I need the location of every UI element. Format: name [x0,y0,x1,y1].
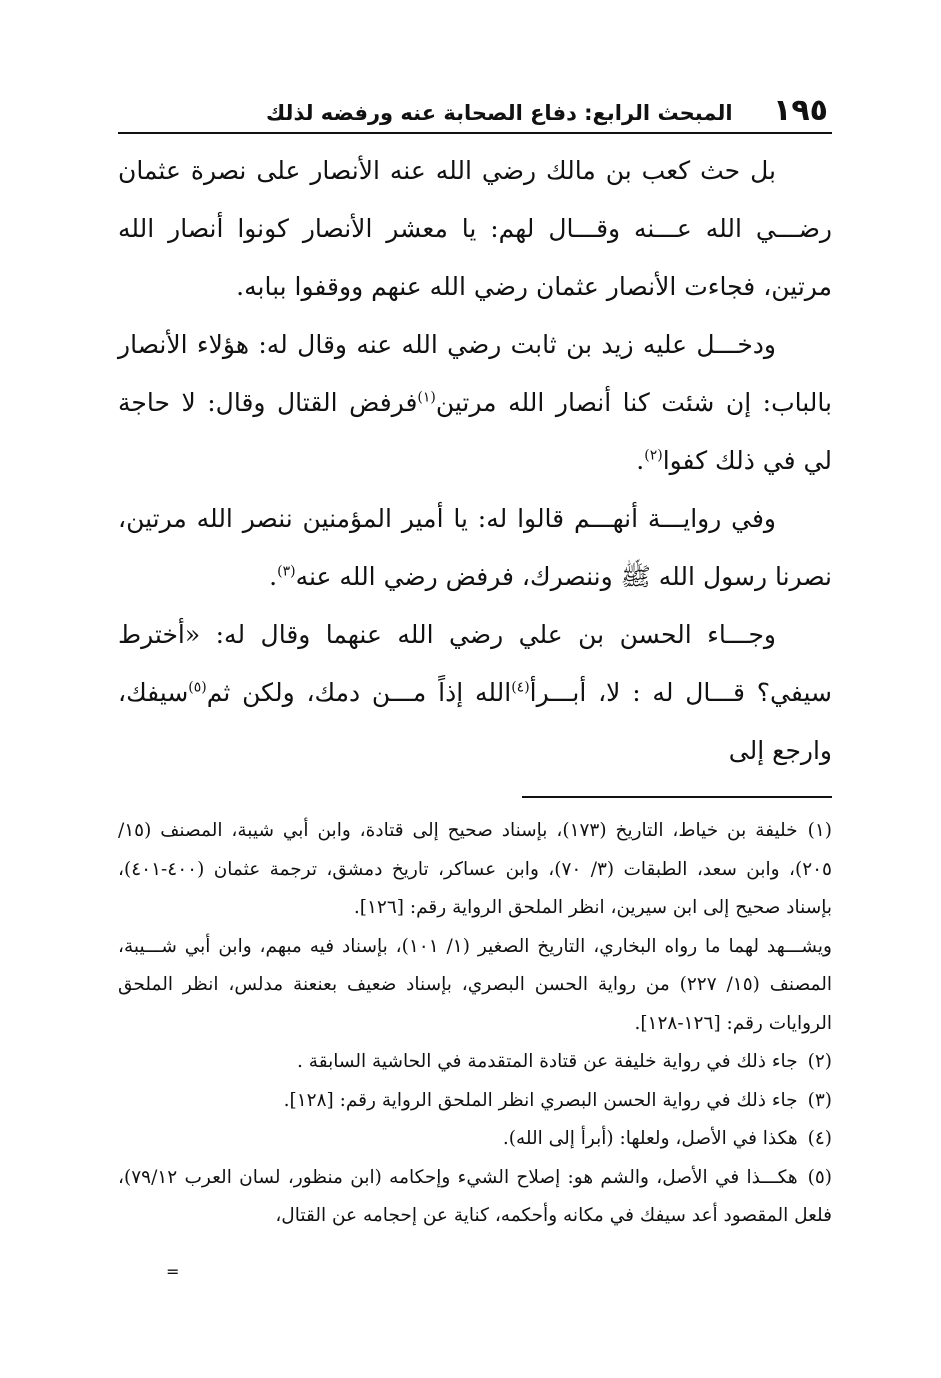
footnote-text: جاء ذلك في رواية الحسن البصري انظر الملحق الرواية رقم: [١٢٨]. [283,1089,798,1111]
footnote-5 [118,1159,832,1236]
footnote-text: هكـــذا في الأصل، والشم هو: إصلاح الشيء وإحكامه (ابن منظور، لسان العرب ٧٩/١٢)، فلعل المقصود أعد سيفك في مكانه وأحكمه، كناية عن إحجامه عن القتال، [118,1166,832,1226]
footnote-text: هكذا في الأصل، ولعلها: (أبرأ إلى الله). [502,1128,798,1149]
footnote-text: جاء ذلك في رواية خليفة عن قتادة المتقدمة في الحاشية السابقة . [297,1051,798,1072]
book-page [118,88,832,1236]
paragraph-text: ودخـــل عليه زيد بن ثابت رضي الله عنه وقال له: هؤلاء الأنصار بالباب: إن شئت كنا أنصار الله مرتين [118,330,832,417]
footnotes [118,812,832,1236]
footnote-number: (١) [807,820,832,841]
paragraph-text: وفي روايـــة أنهـــم قالوا له: يا أمير المؤمنين ننصر الله مرتين، نصرنا رسول الله ﷺ وننصرك، فرفض رضي الله عنه [118,504,832,591]
paragraph-text: الله إذاً مـــن دمك، ولكن ثم [206,678,512,707]
footnote-ref-5[interactable]: (٥) [188,679,207,696]
footnote-number: (٥) [807,1166,832,1188]
footnote-ref-3[interactable]: (٣) [277,563,296,580]
paragraph-text: وجـــاء الحسن بن علي رضي الله عنهما وقال له: «أخترط سيفي؟ قـــال له : لا، أبـــرأ [118,620,832,707]
footnote-ref-2[interactable]: (٢) [644,447,663,464]
paragraph-text: بل حث كعب بن مالك رضي الله عنه الأنصار على نصرة عثمان رضـــي الله عـــنه وقـــال لهم: يا معشر الأنصار كونوا أنصار الله مرتين، فجاءت الأنصار عثمان رضي الله عنهم ووقفوا ببابه. [118,156,832,301]
footnote-number: (٢) [807,1051,832,1072]
footnote-separator [522,796,832,798]
footnote-1 [118,812,832,928]
footnote-ref-1[interactable]: (١) [417,389,436,406]
paragraph [118,490,832,606]
paragraph-text: سيفك، وارجع إلى [118,678,832,765]
page-number: ١٩٥ [773,93,828,128]
paragraph-text: فرفض القتال وقال: لا حاجة لي في ذلك كفوا [118,388,832,475]
footnote-number: (٤) [807,1128,832,1149]
paragraph-text: . [269,562,278,591]
paragraph-text: . [636,446,645,475]
continuation-mark: = [166,1262,180,1281]
page-header [118,88,832,134]
footnote-text: خليفة بن خياط، التاريخ (١٧٣)، بإسناد صحيح إلى قتادة، وابن أبي شيبة، المصنف (١٥/ ٢٠٥)، وابن سعد، الطبقات (٣/ ٧٠)، وابن عساكر، تاريخ دمشق، ترجمة عثمان (٤٠٠-٤٠١)، بإسناد صحيح إلى ابن سيرين، انظر الملحق الرواية رقم: [١٢٦]. [118,820,832,918]
footnote-4 [118,1120,832,1159]
footnote-2 [118,1043,832,1082]
footnote-number: (٣) [807,1089,832,1111]
paragraph [118,606,832,780]
footnote-3 [118,1082,832,1121]
footnote-ref-4[interactable]: (٤) [511,679,530,696]
paragraph [118,142,832,316]
running-title: المبحث الرابع: دفاع الصحابة عنه ورفضه لذلك [266,101,733,125]
paragraph [118,316,832,490]
main-text [118,142,832,780]
footnote-1-continued: ويشـــهد لهما ما رواه البخاري، التاريخ الصغير (١/ ١٠١)، بإسناد فيه مبهم، وابن أبي شـــيبة، المصنف (١٥/ ٢٢٧) من رواية الحسن البصري، بإسناد ضعيف بعنعنة مدلس، انظر الملحق الروايات رقم: [١٢٦-١٢٨]. [118,935,832,1034]
